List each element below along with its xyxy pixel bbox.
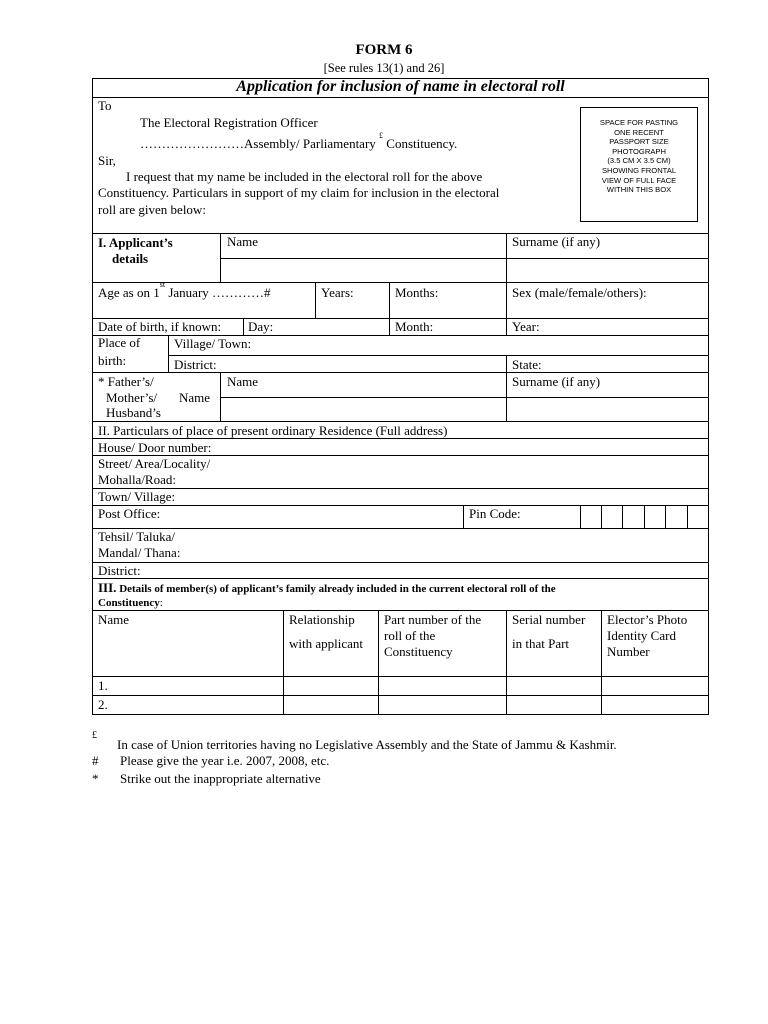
col-relationship-2: with applicant: [289, 636, 364, 651]
street-label-2: Mohalla/Road:: [98, 472, 176, 487]
col-relationship: Relationship: [289, 612, 355, 627]
table-row[interactable]: [93, 677, 708, 694]
form-number: FORM 6: [355, 42, 413, 58]
photo-line: SHOWING FRONTAL: [601, 165, 677, 175]
application-title: Application for inclusion of name in electoral roll: [236, 78, 565, 95]
footnote-pound-text: In case of Union territories having no Legislative Assembly and the State of Jammu & Kashmir.: [117, 737, 617, 752]
col-part-number: Part number of the: [384, 612, 482, 627]
footnote-star-text: Strike out the inappropriate alternative: [120, 771, 321, 786]
table-row-1-number: 1.: [98, 678, 108, 693]
constituency-dots[interactable]: ……………………Assembly/ Parliamentary: [140, 136, 376, 151]
age-sup: st: [159, 279, 166, 289]
family-heading: [98, 580, 556, 597]
relative-name-word: Name: [179, 390, 211, 405]
footnote-hash-mark: #: [92, 753, 99, 768]
relative-surname-field[interactable]: [507, 398, 707, 420]
sex-label: Sex (male/female/others):: [512, 285, 647, 300]
letter-line-2: Constituency. Particulars in support of my claim for inclusion in the electoral: [98, 185, 500, 200]
letter-to: To: [98, 98, 112, 113]
age-label-a: Age as on 1: [98, 285, 160, 300]
tehsil-label: Tehsil/ Taluka/: [98, 529, 176, 544]
applicant-name-field[interactable]: [221, 259, 505, 281]
applicant-surname-label: Surname (if any): [512, 234, 601, 249]
letter-line-1: I request that my name be included in the electoral roll for the above: [126, 169, 483, 184]
house-number-label: House/ Door number:: [98, 440, 212, 455]
col-serial-number-2: in that Part: [512, 636, 570, 651]
letter-line-3: roll are given below:: [98, 202, 206, 217]
family-heading-num: III.: [98, 580, 117, 595]
dob-month-label: Month:: [395, 319, 434, 334]
constituency-end: Constituency.: [386, 136, 458, 151]
dob-year-label: Year:: [512, 319, 540, 334]
relative-type-3: Husband’s: [106, 405, 161, 420]
pin-code-label: Pin Code:: [469, 506, 521, 521]
col-part-number-3: Constituency: [384, 644, 453, 659]
applicant-details-heading-2: details: [112, 251, 149, 266]
letter-addressee: The Electoral Registration Officer: [140, 115, 318, 130]
dob-label: Date of birth, if known:: [98, 319, 222, 334]
dob-day-label: Day:: [248, 319, 274, 334]
pin-code-field[interactable]: [581, 506, 707, 527]
family-heading-constituency: Constituency: [98, 597, 160, 609]
pob-state-label: State:: [512, 357, 542, 372]
photo-line: VIEW OF FULL FACE: [601, 175, 677, 185]
photo-box[interactable]: [580, 107, 698, 222]
photo-line: PASSPORT SIZE: [609, 137, 669, 147]
col-epic-2: Identity Card: [607, 628, 676, 643]
age-label-b: January …………#: [165, 285, 271, 300]
rules-reference: [See rules 13(1) and 26]: [323, 61, 445, 75]
years-label: Years:: [321, 285, 354, 300]
pob-district-label: District:: [174, 357, 217, 372]
family-heading-colon: :: [159, 597, 163, 609]
relative-type-1: * Father’s/: [98, 374, 154, 389]
tehsil-label-2: Mandal/ Thana:: [98, 545, 181, 560]
months-label: Months:: [395, 285, 439, 300]
letter-sir: Sir,: [98, 153, 116, 168]
relative-surname-label: Surname (if any): [512, 374, 601, 389]
family-heading-2: [98, 596, 163, 611]
col-epic-3: Number: [607, 644, 650, 659]
col-epic: Elector’s Photo: [607, 612, 688, 627]
footnote-hash-text: Please give the year i.e. 2007, 2008, etc.: [120, 753, 330, 768]
relative-type-2: Mother’s/: [106, 390, 158, 405]
table-row[interactable]: [93, 696, 708, 713]
table-row-2-number: 2.: [98, 697, 108, 712]
residence-district-label: District:: [98, 563, 141, 578]
town-village-label: Town/ Village:: [98, 489, 176, 504]
applicant-name-label: Name: [227, 234, 259, 249]
photo-line: PHOTOGRAPH: [612, 146, 666, 156]
photo-line: (3.5 CM X 3.5 CM): [607, 156, 671, 166]
post-office-label: Post Office:: [98, 506, 161, 521]
pound-mark: £: [379, 130, 384, 140]
photo-line: ONE RECENT: [614, 127, 664, 137]
applicant-details-heading: I. Applicant’s: [98, 235, 173, 250]
family-heading-text: Details of member(s) of applicant’s family already included in the current electoral roll of the: [116, 583, 556, 595]
col-part-number-2: roll of the: [384, 628, 436, 643]
relative-name-label: Name: [227, 374, 259, 389]
applicant-surname-field[interactable]: [507, 259, 707, 281]
letter-constituency: [140, 130, 458, 151]
footnote-star-mark: *: [92, 771, 99, 786]
photo-line: WITHIN THIS BOX: [606, 185, 672, 195]
relative-name-field[interactable]: [221, 398, 505, 420]
pob-label: Place of: [98, 335, 141, 350]
village-town-label: Village/ Town:: [174, 336, 252, 351]
footnote-pound-mark: £: [92, 730, 97, 741]
col-serial-number: Serial number: [512, 612, 586, 627]
street-label: Street/ Area/Locality/: [98, 456, 211, 471]
residence-heading: II. Particulars of place of present ordinary Residence (Full address): [98, 423, 448, 438]
age-label: [98, 279, 271, 300]
pob-label-2: birth:: [98, 353, 127, 368]
col-name: Name: [98, 612, 130, 627]
photo-line: SPACE FOR PASTING: [599, 118, 679, 127]
